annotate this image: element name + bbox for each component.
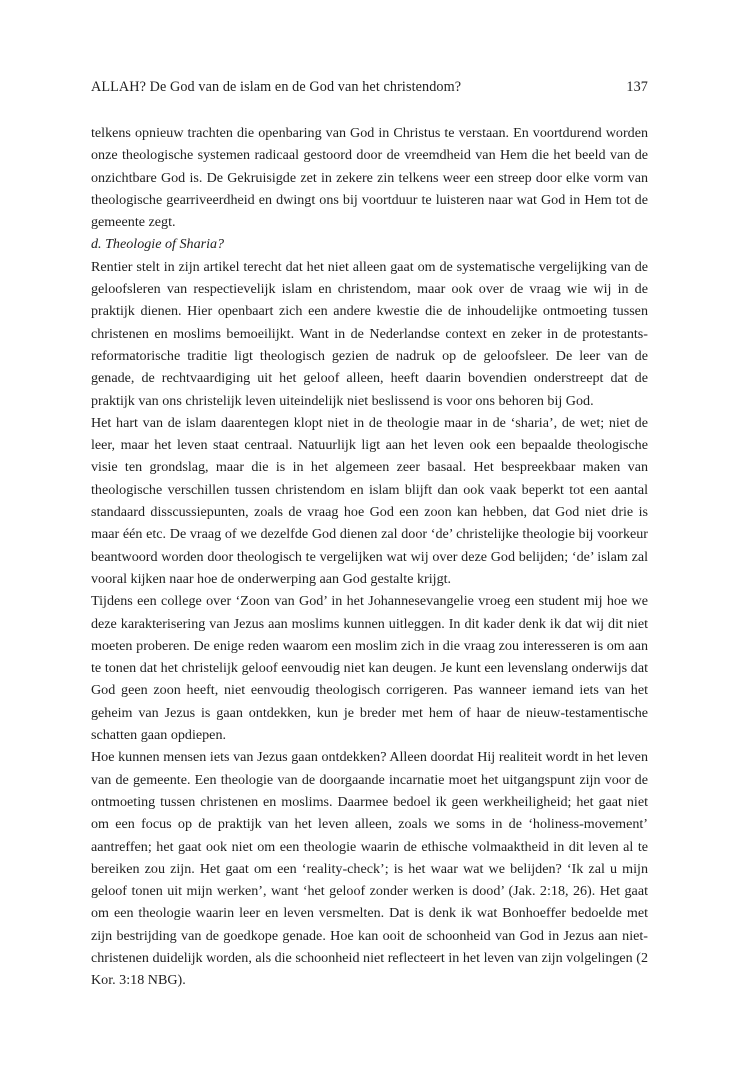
page-number: 137 (626, 79, 648, 95)
running-title: ALLAH? De God van de islam en de God van het christendom? (91, 79, 462, 95)
paragraph: Tijdens een college over ‘Zoon van God’ in het Johannesevangelie vroeg een student mij hoe we deze karakterisering van Jezus aan moslims kunnen uitleggen. In dit kader denk ik dat wij dit niet moeten proberen. De enige reden waarom een moslim zich in die vraag zou interesseren is om aan te tonen dat het christelijk geloof eenvoudig niet kan deugen. Je kunt een levenslang onderwijs dat God geen zoon heeft, niet eenvoudig theologisch corrigeren. Pas wanneer iemand iets van het geheim van Jezus is gaan ontdekken, kun je breder met hem of haar de nieuw-testamentische schatten gaan opdiepen. (91, 593, 648, 744)
book-page (91, 76, 648, 992)
intro-paragraph: telkens opnieuw trachten die openbaring van God in Christus te verstaan. En voortdurend worden onze theologische systemen radicaal gestoord door de vreemdheid van Hem die het beeld van de onzichtbare God is. De Gekruisigde zet in zekere zin telkens weer een streep door elke vorm van theologische gearriveerdheid en dwingt ons bij voortduur te luisteren naar wat God in Hem tot de gemeente zegt. (91, 125, 648, 231)
running-header (91, 76, 648, 98)
paragraph: Hoe kunnen mensen iets van Jezus gaan ontdekken? Alleen doordat Hij realiteit wordt in het leven van de gemeente. Een theologie van de doorgaande incarnatie moet het uitgangspunt zijn voor de ontmoeting tussen christenen en moslims. Daarmee bedoel ik geen werkheiligheid; het gaat niet om een focus op de praktijk van het leven alleen, zoals we soms in de ‘holiness-movement’ aantreffen; het gaat ook niet om een theologie waarin de ethische volmaaktheid in dit leven al te bereiken zou zijn. Het gaat om een ‘reality-check’; is het waar wat we belijden? ‘Ik zal u mijn geloof tonen uit mijn werken’, want ‘het geloof zonder werken is dood’ (Jak. 2:18, 26). Het gaat om een theologie waarin leer en leven versmelten. Dat is denk ik wat Bonhoeffer bedoelde met zijn bestrijding van de goedkope genade. Hoe kan ooit de schoonheid van God in Jezus aan niet-christenen duidelijk worden, als die schoonheid niet reflecteert in het leven van zijn volgelingen (2 Kor. 3:18 NBG). (91, 749, 648, 989)
paragraph: Het hart van de islam daarentegen klopt niet in de theologie maar in de ‘sharia’, de wet; niet de leer, maar het leven staat centraal. Natuurlijk ligt aan het leven ook een bepaalde theologische visie ten grondslag, maar die is in het algemeen zeer basaal. Het bespreekbaar maken van theologische verschillen tussen christendom en islam blijft dan ook vaak beperkt tot een aantal standaard disscussiepunten, zoals de vraag hoe God een zoon kan hebben, dat God niet drie is maar één etc. De vraag of we dezelfde God dienen zal door ‘de’ christelijke theologie bij voorkeur beantwoord worden door theologisch te vergelijken wat wij over deze God belijden; ‘de’ islam zal vooral kijken naar hoe de onderwerping aan God gestalte krijgt. (91, 414, 648, 587)
paragraph: Rentier stelt in zijn artikel terecht dat het niet alleen gaat om de systematische vergelijking van de geloofsleren van respectievelijk islam en christendom, maar ook over de vraag wie wij in de praktijk dienen. Hier openbaart zich een andere kwestie die de inhoudelijke ontmoeting tussen christenen en moslims bemoeilijkt. Want in de Nederlandse context en zeker in de protestants-reformatorische traditie ligt theologisch gezien de nadruk op de geloofsleer. De leer van de genade, de rechtvaardiging uit het geloof alleen, heeft daarin bovendien onderstreept dat de praktijk van ons christelijk leven uiteindelijk niet beslissend is voor ons behoren bij God. (91, 258, 648, 409)
body-text (91, 122, 648, 992)
section-heading: d. Theologie of Sharia? (91, 236, 225, 253)
